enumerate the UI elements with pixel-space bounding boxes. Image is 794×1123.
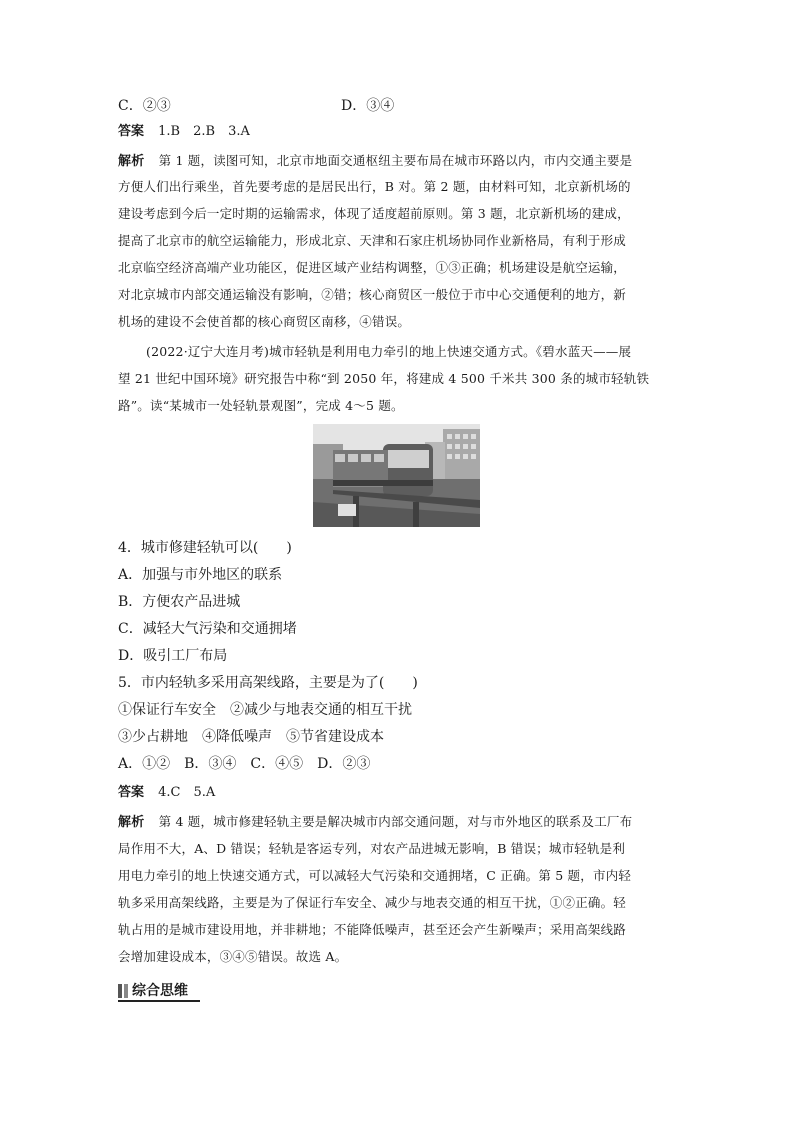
analysis-text: 第 1 题，读图可知，北京市地面交通枢纽主要布局在城市环路以内，市内交通主要是 xyxy=(158,153,633,168)
analysis-2-line-5: 轨占用的是城市建设用地，并非耕地；不能降低噪声，甚至还会产生新噪声；采用高架线路 xyxy=(118,922,627,937)
answer-text: 1.B 2.B 3.A xyxy=(158,124,250,139)
analysis-1-line-6: 对北京城市内部交通运输没有影响，②错；核心商贸区一般位于市中心交通便利的地方，新 xyxy=(118,287,627,302)
analysis-1-line-5: 北京临空经济高端产业功能区，促进区域产业结构调整，①③正确；机场建设是航空运输， xyxy=(118,260,627,275)
analysis-2-line-4: 轨多采用高架线路，主要是为了保证行车安全、减少与地表交通的相互干扰，①②正确。轻 xyxy=(118,895,627,910)
analysis-1-line-1 xyxy=(118,151,632,172)
analysis-1-line-3: 建设考虑到今后一定时期的运输需求，体现了适度超前原则。第 3 题，北京新机场的建成， xyxy=(118,206,630,221)
question-4-option-d: D．吸引工厂布局 xyxy=(118,648,228,664)
analysis-2-line-1 xyxy=(118,812,632,833)
analysis-text: 第 4 题，城市修建轻轨主要是解决城市内部交通问题，对与市外地区的联系及工厂布 xyxy=(158,814,633,829)
answer-label: 答案 xyxy=(118,124,145,139)
analysis-label: 解析 xyxy=(118,815,145,830)
question-5-options: A．①② B．③④ C．④⑤ D．②③ xyxy=(118,756,371,772)
intro-line-3: 路”。读“某城市一处轻轨景观图”，完成 4～5 题。 xyxy=(118,398,404,413)
heading-bar-icon xyxy=(118,984,122,998)
question-4-option-a: A．加强与市外地区的联系 xyxy=(118,567,283,583)
answer-1-3 xyxy=(118,122,250,142)
question-4-stem: 4．城市修建轻轨可以( ) xyxy=(118,540,292,556)
question-5-items-1: ①保证行车安全 ②减少与地表交通的相互干扰 xyxy=(118,702,412,718)
intro-line-2: 望 21 世纪中国环境》研究报告中称“到 2050 年，将建成 4 500 千米共 300 条的城市轻轨铁 xyxy=(118,371,650,386)
analysis-2-line-3: 用电力牵引的地上快速交通方式，可以减轻大气污染和交通拥堵，C 正确。第 5 题，市内轻 xyxy=(118,868,632,883)
answer-4-5 xyxy=(118,783,215,803)
heading-underline xyxy=(118,1000,200,1002)
analysis-1-line-7: 机场的建设不会使首都的核心商贸区南移，④错误。 xyxy=(118,314,411,329)
answer-label: 答案 xyxy=(118,785,145,800)
heading-bar-icon xyxy=(124,984,128,998)
analysis-1-line-4: 提高了北京市的航空运输能力，形成北京、天津和石家庄机场协同作业新格局，有利于形成 xyxy=(118,233,627,248)
analysis-1-line-2: 方便人们出行乘坐，首先要考虑的是居民出行，B 对。第 2 题，由材料可知，北京新机场的 xyxy=(118,179,631,194)
question-5-stem: 5．市内轻轨多采用高架线路，主要是为了( ) xyxy=(118,675,418,691)
analysis-label: 解析 xyxy=(118,154,145,169)
section-heading-text: 综合思维 xyxy=(132,983,188,999)
answer-text: 4.C 5.A xyxy=(158,785,216,800)
light-rail-photo xyxy=(313,424,480,527)
option-d: D．③④ xyxy=(341,98,395,114)
question-4-option-b: B．方便农产品进城 xyxy=(118,594,241,610)
section-heading xyxy=(118,981,200,1001)
question-5-items-2: ③少占耕地 ④降低噪声 ⑤节省建设成本 xyxy=(118,729,384,745)
analysis-2-line-2: 局作用不大，A、D 错误；轻轨是客运专列，对农产品进城无影响，B 错误；城市轻轨是利 xyxy=(118,841,626,856)
question-4-option-c: C．减轻大气污染和交通拥堵 xyxy=(118,621,297,637)
option-c: C．②③ xyxy=(118,98,171,114)
intro-line-1: (2022·辽宁大连月考)城市轻轨是利用电力牵引的地上快速交通方式。《碧水蓝天——展 xyxy=(146,344,632,359)
analysis-2-line-6: 会增加建设成本，③④⑤错误。故选 A。 xyxy=(118,949,348,964)
